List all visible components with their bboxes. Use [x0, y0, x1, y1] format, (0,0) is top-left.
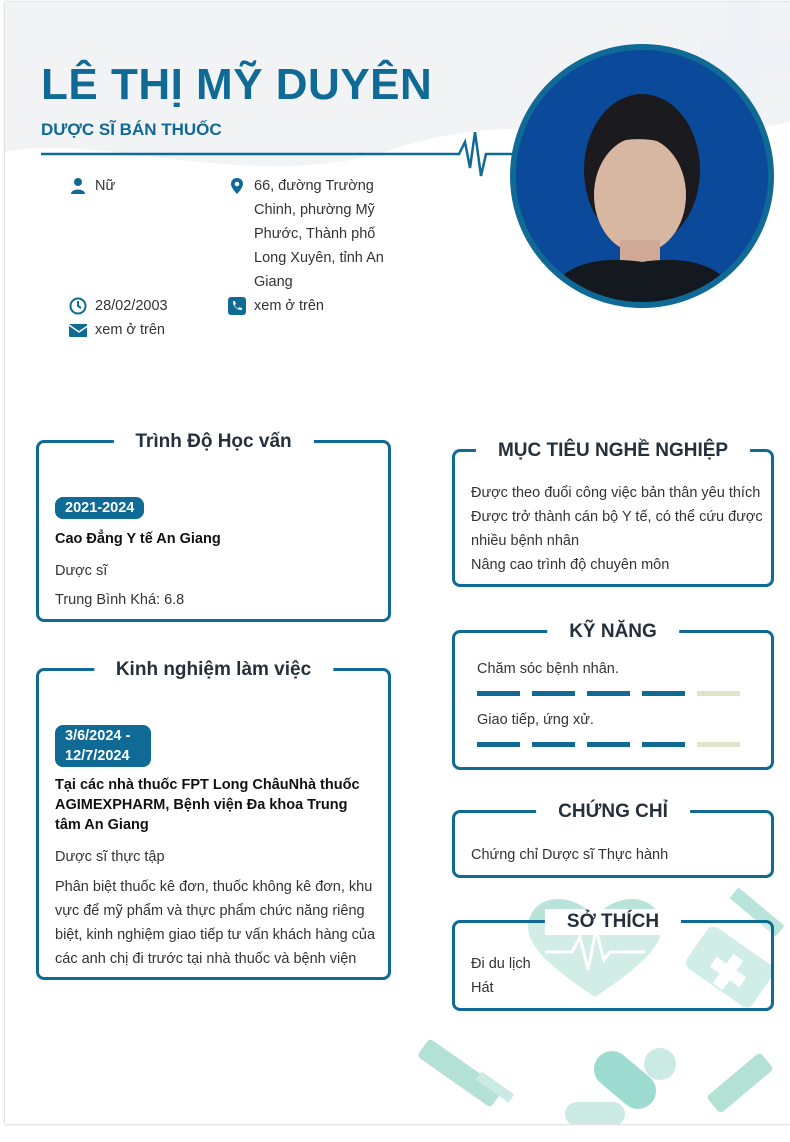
- birthday-value: 28/02/2003: [95, 298, 168, 314]
- gender-value: Nữ: [95, 178, 116, 194]
- contact-email: [69, 318, 219, 342]
- skill-level-bar: [477, 691, 740, 696]
- skill-level-segment: [642, 742, 685, 747]
- contact-phone: [228, 294, 378, 318]
- certificates-title: CHỨNG CHỈ: [536, 799, 690, 825]
- skill-level-segment: [532, 742, 575, 747]
- phone-value: xem ở trên: [254, 298, 324, 314]
- education-section: [36, 431, 391, 622]
- skill-level-segment: [587, 742, 630, 747]
- experience-company: Tại các nhà thuốc FPT Long ChâuNhà thuốc AGIMEXPHARM, Bệnh viện Đa khoa Trung tâm An Giang: [55, 777, 360, 833]
- hobby-item: Hát: [471, 980, 494, 996]
- experience-description: Phân biệt thuốc kê đơn, thuốc không kê đơn, khu vực để mỹ phẩm và thực phẩm chức năng riêng biệt, kinh nghiệm giao tiếp tư vấn khách hàng của các anh chị đi trước tại nhà thuốc và bệnh viện: [55, 879, 376, 967]
- clock-icon: [69, 297, 87, 315]
- education-major: Dược sĩ: [55, 563, 108, 579]
- profile-photo: [510, 44, 774, 308]
- skills-title: KỸ NĂNG: [547, 619, 679, 645]
- phone-icon: [228, 297, 246, 315]
- contact-gender: [69, 174, 209, 198]
- education-grade: Trung Bình Khá: 6.8: [55, 592, 185, 608]
- objective-item: Được theo đuổi công việc bản thân yêu thích: [471, 485, 761, 501]
- skill-level-segment: [587, 691, 630, 696]
- objective-section: [452, 440, 774, 587]
- pills-syringe-decoration-icon: [405, 1032, 790, 1124]
- skill-name: Giao tiếp, ứng xử.: [477, 712, 594, 728]
- experience-section: [36, 659, 391, 980]
- hobby-item: Đi du lịch: [471, 956, 531, 972]
- skill-level-segment: [697, 742, 740, 747]
- objective-title: MỤC TIÊU NGHỀ NGHIỆP: [476, 438, 750, 464]
- contact-address: [228, 174, 388, 294]
- skill-level-segment: [477, 742, 520, 747]
- skill-level-segment: [477, 691, 520, 696]
- envelope-icon: [69, 321, 87, 339]
- skill-level-segment: [697, 691, 740, 696]
- hobbies-title: SỞ THÍCH: [545, 909, 681, 935]
- email-value: xem ở trên: [95, 322, 165, 338]
- skill-level-segment: [532, 691, 575, 696]
- certificates-section: [452, 801, 774, 878]
- hobbies-section: [452, 911, 774, 1011]
- education-title: Trình Độ Học vấn: [113, 429, 313, 455]
- cv-page: [5, 2, 790, 1124]
- experience-title: Kinh nghiệm làm việc: [94, 657, 333, 683]
- skill-name: Chăm sóc bệnh nhân.: [477, 661, 619, 677]
- experience-position: Dược sĩ thực tập: [55, 849, 165, 865]
- avatar: [516, 50, 768, 302]
- education-school: Cao Đẳng Y tế An Giang: [55, 531, 221, 547]
- certificate-item: Chứng chỉ Dược sĩ Thực hành: [471, 847, 669, 863]
- objective-item: Nâng cao trình độ chuyên môn: [471, 557, 670, 573]
- skill-level-segment: [642, 691, 685, 696]
- skills-section: [452, 621, 774, 770]
- skill-level-bar: [477, 742, 740, 747]
- candidate-name: LÊ THỊ MỸ DUYÊN: [41, 60, 433, 109]
- candidate-role: DƯỢC SĨ BÁN THUỐC: [41, 120, 222, 139]
- user-icon: [69, 177, 87, 195]
- contact-birthday: [69, 294, 219, 318]
- objective-item: Được trở thành cán bộ Y tế, có thể cứu được nhiều bệnh nhân: [471, 509, 763, 549]
- location-pin-icon: [228, 177, 246, 195]
- experience-period-badge: 3/6/2024 - 12/7/2024: [55, 725, 151, 767]
- education-period-badge: 2021-2024: [55, 497, 144, 519]
- address-value: 66, đường Trường Chinh, phường Mỹ Phước, Thành phố Long Xuyên, tỉnh An Giang: [254, 178, 384, 290]
